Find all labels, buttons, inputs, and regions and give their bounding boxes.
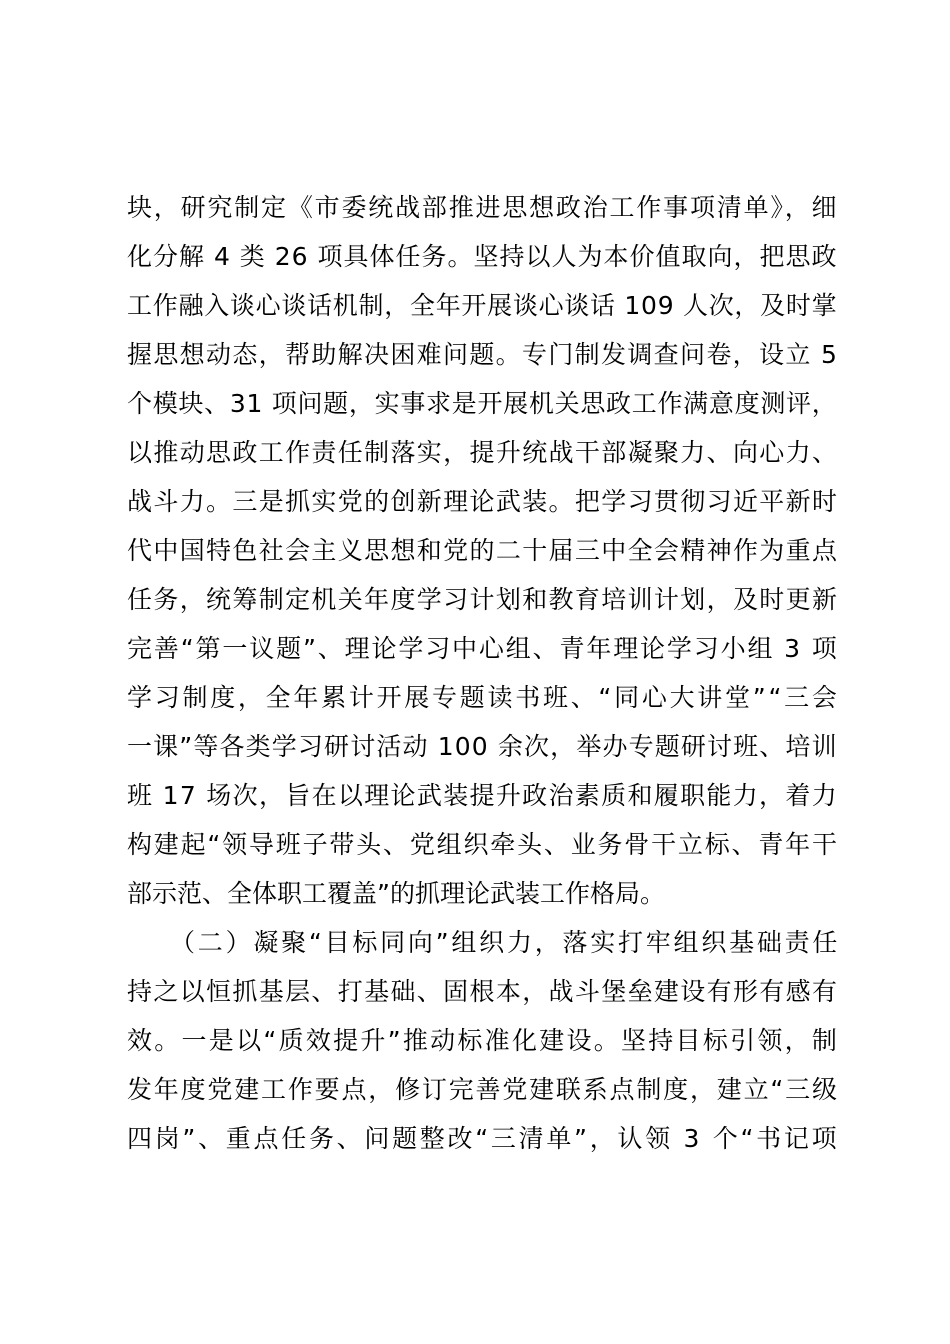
text-line: 效。一是以“质效提升”推动标准化建设。坚持目标引领，制 [127,1026,840,1055]
text-line: 以推动思政工作责任制落实，提升统战干部凝聚力、向心力、 [127,438,839,467]
text-line: 块，研究制定《市委统战部推进思想政治工作事项清单》，细 [127,193,839,222]
text-line: 代中国特色社会主义思想和党的二十届三中全会精神作为重点 [127,536,839,565]
text-line: 化分解 4 类 26 项具体任务。坚持以人为本价值取向，把思政 [127,242,838,271]
text-line: 发年度党建工作要点，修订完善党建联系点制度，建立“三级 [127,1075,839,1104]
text-line: 一课”等各类学习研讨活动 100 余次，举办专题研讨班、培训 [127,732,838,761]
text-line: 战斗力。三是抓实党的创新理论武装。把学习贯彻习近平新时 [127,487,839,516]
text-line: 持之以恒抓基层、打基础、固根本，战斗堡垒建设有形有感有 [127,977,839,1006]
text-line: 学习制度，全年累计开展专题读书班、“同心大讲堂”“三会 [127,683,840,712]
text-line: 构建起“领导班子带头、党组织牵头、业务骨干立标、青年干 [127,830,839,859]
text-line: 部示范、全体职工覆盖”的抓理论武装工作格局。 [127,879,665,908]
text-line: 工作融入谈心谈话机制，全年开展谈心谈话 109 人次，及时掌 [127,291,838,320]
text-line: 四岗”、重点任务、问题整改“三清单”，认领 3 个“书记项 [127,1124,840,1153]
text-line: 握思想动态，帮助解决困难问题。专门制发调查问卷，设立 5 [127,340,839,369]
body-text [127,183,841,1163]
text-line: 完善“第一议题”、理论学习中心组、青年理论学习小组 3 项 [127,634,839,663]
text-line: 任务，统筹制定机关年度学习计划和教育培训计划，及时更新 [127,585,839,614]
text-line: 个模块、31 项问题，实事求是开展机关思政工作满意度测评， [127,389,838,418]
text-line: 班 17 场次，旨在以理论武装提升政治素质和履职能力，着力 [127,781,839,810]
section-heading-line: （二）凝聚“目标同向”组织力，落实打牢组织基础责任 [127,928,841,957]
